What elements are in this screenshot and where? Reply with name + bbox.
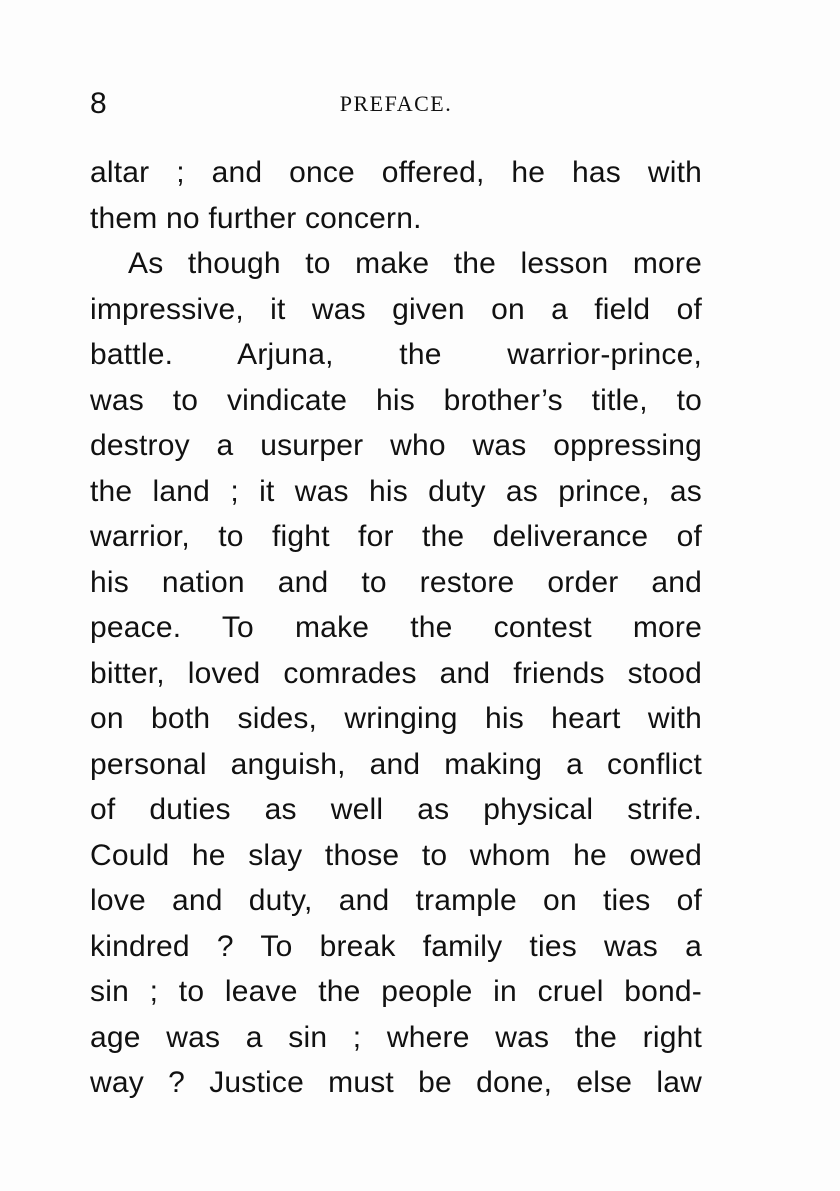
text-line: destroy a usurper who was oppressing: [90, 429, 702, 462]
text-line: the land ; it was his duty as prince, as: [90, 474, 702, 508]
body-text: [90, 150, 702, 1106]
text-line: love and duty, and trample on ties of: [90, 884, 702, 917]
text-line: was to vindicate his brother’s title, to: [90, 383, 702, 417]
text-line: sin ; to leave the people in cruel bond-: [90, 975, 702, 1008]
text-line: age was a sin ; where was the right: [90, 1020, 702, 1054]
text-line: altar ; and once offered, he has with: [90, 156, 702, 189]
text-line: Could he slay those to whom he owed: [90, 838, 702, 872]
text-line: bitter, loved comrades and friends stood: [90, 656, 702, 690]
text-line: way ? Justice must be done, else law: [90, 1066, 702, 1099]
text-line: his nation and to restore order and: [90, 565, 702, 599]
text-line: impressive, it was given on a field of: [90, 292, 702, 326]
page-header: [90, 84, 702, 124]
text-line: kindred ? To break family ties was a: [90, 929, 702, 963]
text-line: warrior, to fight for the deliverance of: [90, 520, 702, 553]
text-line: on both sides, wringing his heart with: [90, 702, 702, 735]
text-line: peace. To make the contest more: [90, 611, 702, 644]
text-line: personal anguish, and making a conflict: [90, 747, 702, 781]
running-head: PREFACE.: [339, 91, 453, 116]
text-line: of duties as well as physical strife.: [90, 793, 702, 826]
text-line: them no further concern.: [90, 201, 422, 235]
text-line: As though to make the lesson more: [128, 247, 702, 280]
text-line: battle. Arjuna, the warrior-prince,: [90, 338, 702, 371]
page-number: 8: [90, 87, 107, 120]
